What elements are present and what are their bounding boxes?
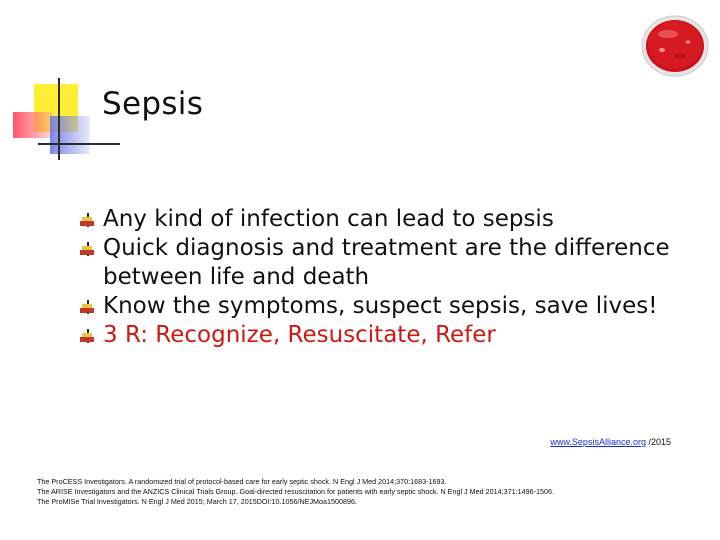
bullet-item: [80, 205, 680, 234]
web-reference: [550, 437, 671, 447]
bullet-icon: [80, 328, 96, 344]
slide-title: Sepsis: [102, 86, 204, 122]
references: [37, 477, 697, 507]
bullet-item: [80, 292, 680, 321]
reference-line: The ProCESS Investigators. A randomized trial of protocol-based care for early septic shock. N Engl J Med 2014;370:1683-1693.: [37, 477, 447, 486]
bullet-text: 3 R: Recognize, Resuscitate, Refer: [103, 322, 496, 348]
decorative-pink-bar: [13, 112, 53, 138]
bullet-list: [80, 205, 680, 350]
decorative-blue-square: [50, 116, 90, 154]
bullet-text: Know the symptoms, suspect sepsis, save lives!: [103, 293, 658, 319]
bullet-item: [80, 321, 680, 350]
bullet-text: Any kind of infection can lead to sepsis: [103, 206, 554, 232]
reference-line: The ARISE Investigators and the ANZICS Clinical Trials Group. Goal-directed resuscitation for patients with early septic shock. N Engl J Med 2014;371:1496-1506.: [37, 487, 554, 496]
sepsis-alliance-link[interactable]: www.SepsisAlliance.org: [550, 437, 646, 447]
web-reference-suffix: /2015: [645, 437, 671, 447]
bullet-icon: [80, 299, 96, 315]
decorative-horizontal-line: [38, 143, 120, 145]
bullet-text: Quick diagnosis and treatment are the difference between life and death: [103, 235, 670, 290]
petri-dish-icon: [640, 12, 710, 78]
bullet-icon: [80, 212, 96, 228]
bullet-item: [80, 234, 680, 292]
reference-line: The ProMISe Trial Investigators. N Engl J Med 2015; March 17, 2015DOI:10.1056/NEJMoa1500896.: [37, 497, 358, 506]
bullet-icon: [80, 241, 96, 257]
decorative-vertical-line: [58, 78, 60, 160]
